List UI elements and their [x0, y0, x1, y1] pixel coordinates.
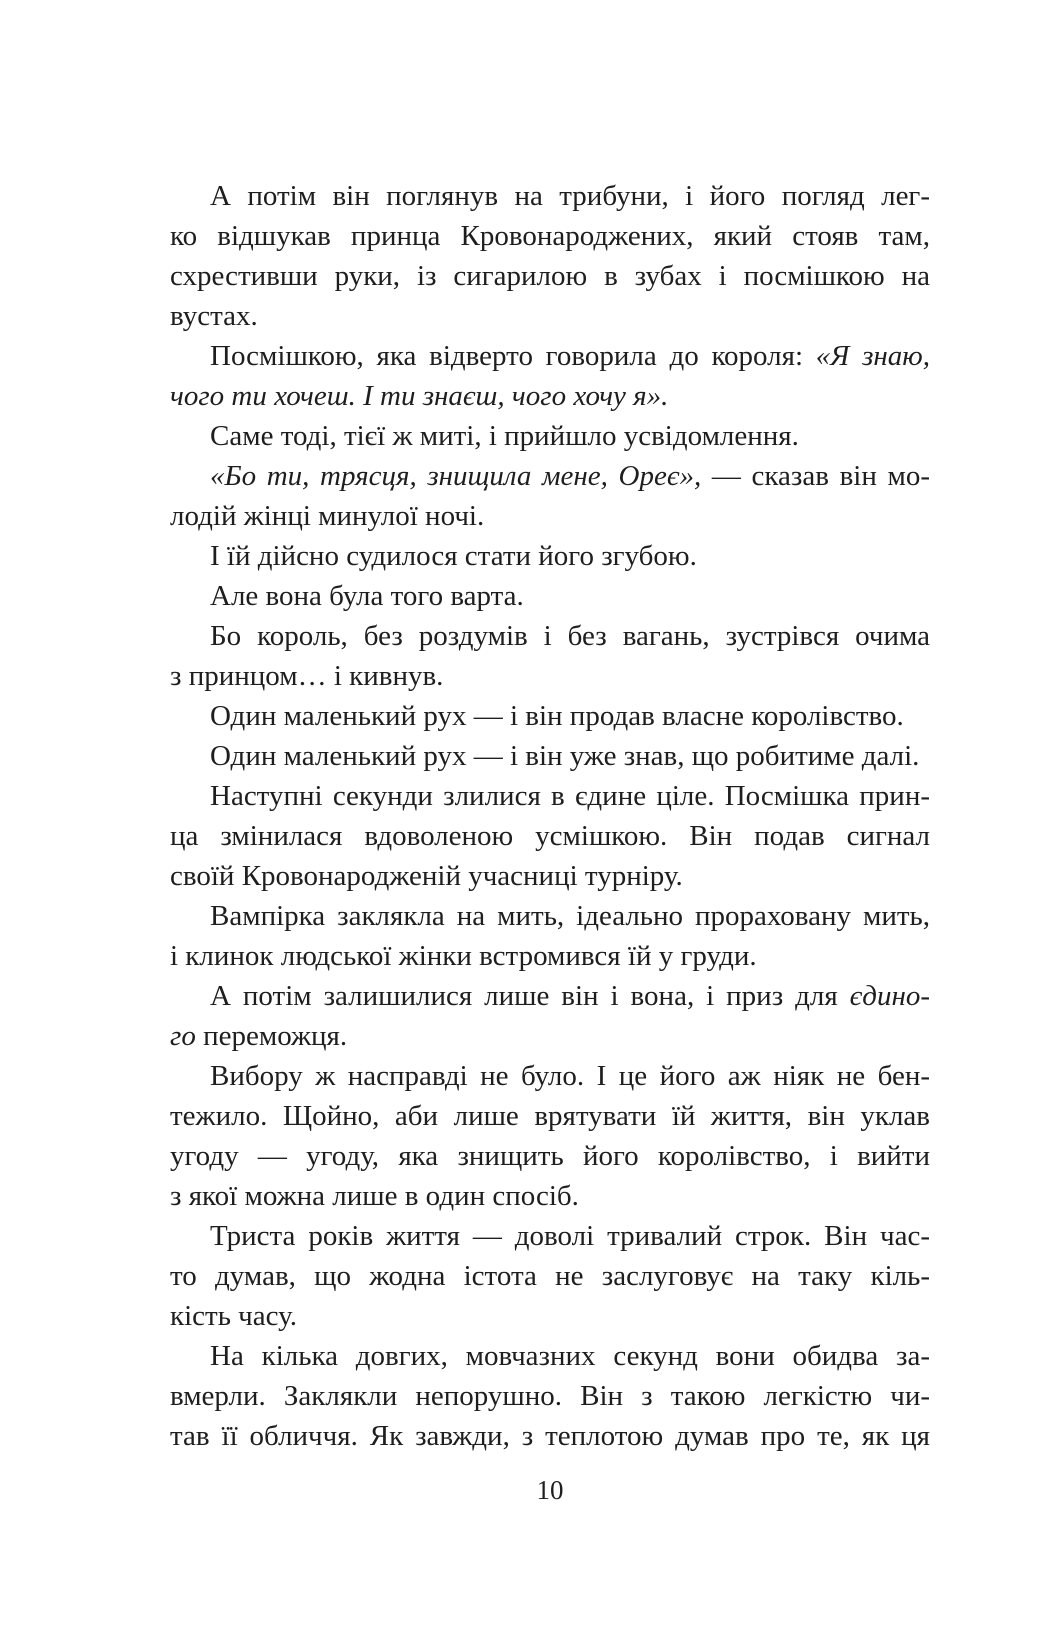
text-line [170, 256, 930, 296]
text-line [170, 1416, 930, 1456]
text-run: Але вона була того варта. [210, 580, 524, 612]
text-line [170, 696, 930, 736]
text-line [170, 1016, 930, 1056]
text-run: Посмішкою, яка відверто говорила до короля: [210, 340, 816, 372]
text-line [170, 496, 930, 536]
text-run-italic: «Бо ти, трясця, знищила мене, Ореє», [210, 460, 702, 492]
text-run: і клинок людської жінки встромився їй у груди. [170, 940, 757, 972]
text-line [170, 176, 930, 216]
text-run: своїй Кровонародженій учасниці турніру. [170, 860, 683, 892]
text-run: то думав, що жодна істота не заслуговує на таку кіль- [170, 1260, 930, 1292]
text-line [170, 936, 930, 976]
text-run: А потім він поглянув на трибуни, і його погляд лег- [210, 180, 930, 212]
text-run: переможця. [195, 1020, 348, 1052]
text-run: з якої можна лише в один спосіб. [170, 1180, 579, 1212]
text-line [170, 336, 930, 376]
text-line [170, 536, 930, 576]
text-run-italic: го [170, 1020, 196, 1052]
text-line [170, 1336, 930, 1376]
text-run: з принцом… і кивнув. [170, 660, 444, 692]
page-number: 10 [536, 1475, 564, 1505]
text-run: На кілька довгих, мовчазних секунд вони обидва за- [210, 1340, 930, 1372]
text-run: тежило. Щойно, аби лише врятувати їй життя, він уклав [170, 1100, 930, 1132]
text-line [170, 736, 930, 776]
text-run: Вибору ж насправді не було. І це його аж ніяк не бен- [210, 1060, 930, 1092]
text-line [170, 1056, 930, 1096]
text-run: вустах. [170, 300, 258, 332]
text-run: вмерли. Заклякли непорушно. Він з такою легкістю чи- [170, 1380, 930, 1412]
text-run: Один маленький рух — і він уже знав, що робитиме далі. [210, 740, 920, 772]
text-run: ца змінилася вдоволеною усмішкою. Він подав сигнал [170, 820, 930, 852]
text-run: — сказав він мо- [701, 460, 930, 492]
text-run: кість часу. [170, 1300, 297, 1332]
text-run: Вампірка заклякла на мить, ідеально прораховану мить, [210, 900, 930, 932]
text-run: угоду — угоду, яка знищить його королівство, і вийти [170, 1140, 930, 1172]
text-line [170, 1136, 930, 1176]
text-line [170, 1376, 930, 1416]
text-run: Один маленький рух — і він продав власне королівство. [210, 700, 904, 732]
text-run: лодій жінці минулої ночі. [170, 500, 485, 532]
text-line [170, 776, 930, 816]
text-line [170, 1216, 930, 1256]
text-run: А потім залишилися лише він і вона, і приз для [210, 980, 850, 1012]
text-line [170, 896, 930, 936]
text-run: Триста років життя — доволі тривалий строк. Він час- [210, 1220, 930, 1252]
text-line [170, 816, 930, 856]
text-line [170, 1096, 930, 1136]
text-line [170, 296, 930, 336]
text-run: схрестивши руки, із сигарилою в зубах і посмішкою на [170, 260, 930, 292]
text-line [170, 216, 930, 256]
text-run: Наступні секунди злилися в єдине ціле. Посмішка прин- [210, 780, 930, 812]
text-run: ко відшукав принца Кровонароджених, який стояв там, [170, 220, 930, 252]
text-run: тав її обличчя. Як завжди, з теплотою думав про те, як ця [170, 1420, 930, 1452]
text-line [170, 1256, 930, 1296]
text-line [170, 576, 930, 616]
text-line [170, 456, 930, 496]
text-run: Бо король, без роздумів і без вагань, зустрівся очима [210, 620, 930, 652]
text-run-italic: єдино- [849, 980, 930, 1012]
text-run: Саме тоді, тієї ж миті, і прийшло усвідомлення. [210, 420, 799, 452]
text-line [170, 376, 930, 416]
text-run-italic: «Я знаю, [815, 340, 930, 372]
text-line [170, 1176, 930, 1216]
text-line [170, 656, 930, 696]
page-text [170, 176, 930, 1456]
text-line [170, 856, 930, 896]
text-line [170, 616, 930, 656]
text-line [170, 416, 930, 456]
text-run-italic: чого ти хочеш. І ти знаєш, чого хочу я». [170, 380, 669, 412]
text-run: І їй дійсно судилося стати його згубою. [210, 540, 697, 572]
text-line [170, 1296, 930, 1336]
text-line [170, 976, 930, 1016]
